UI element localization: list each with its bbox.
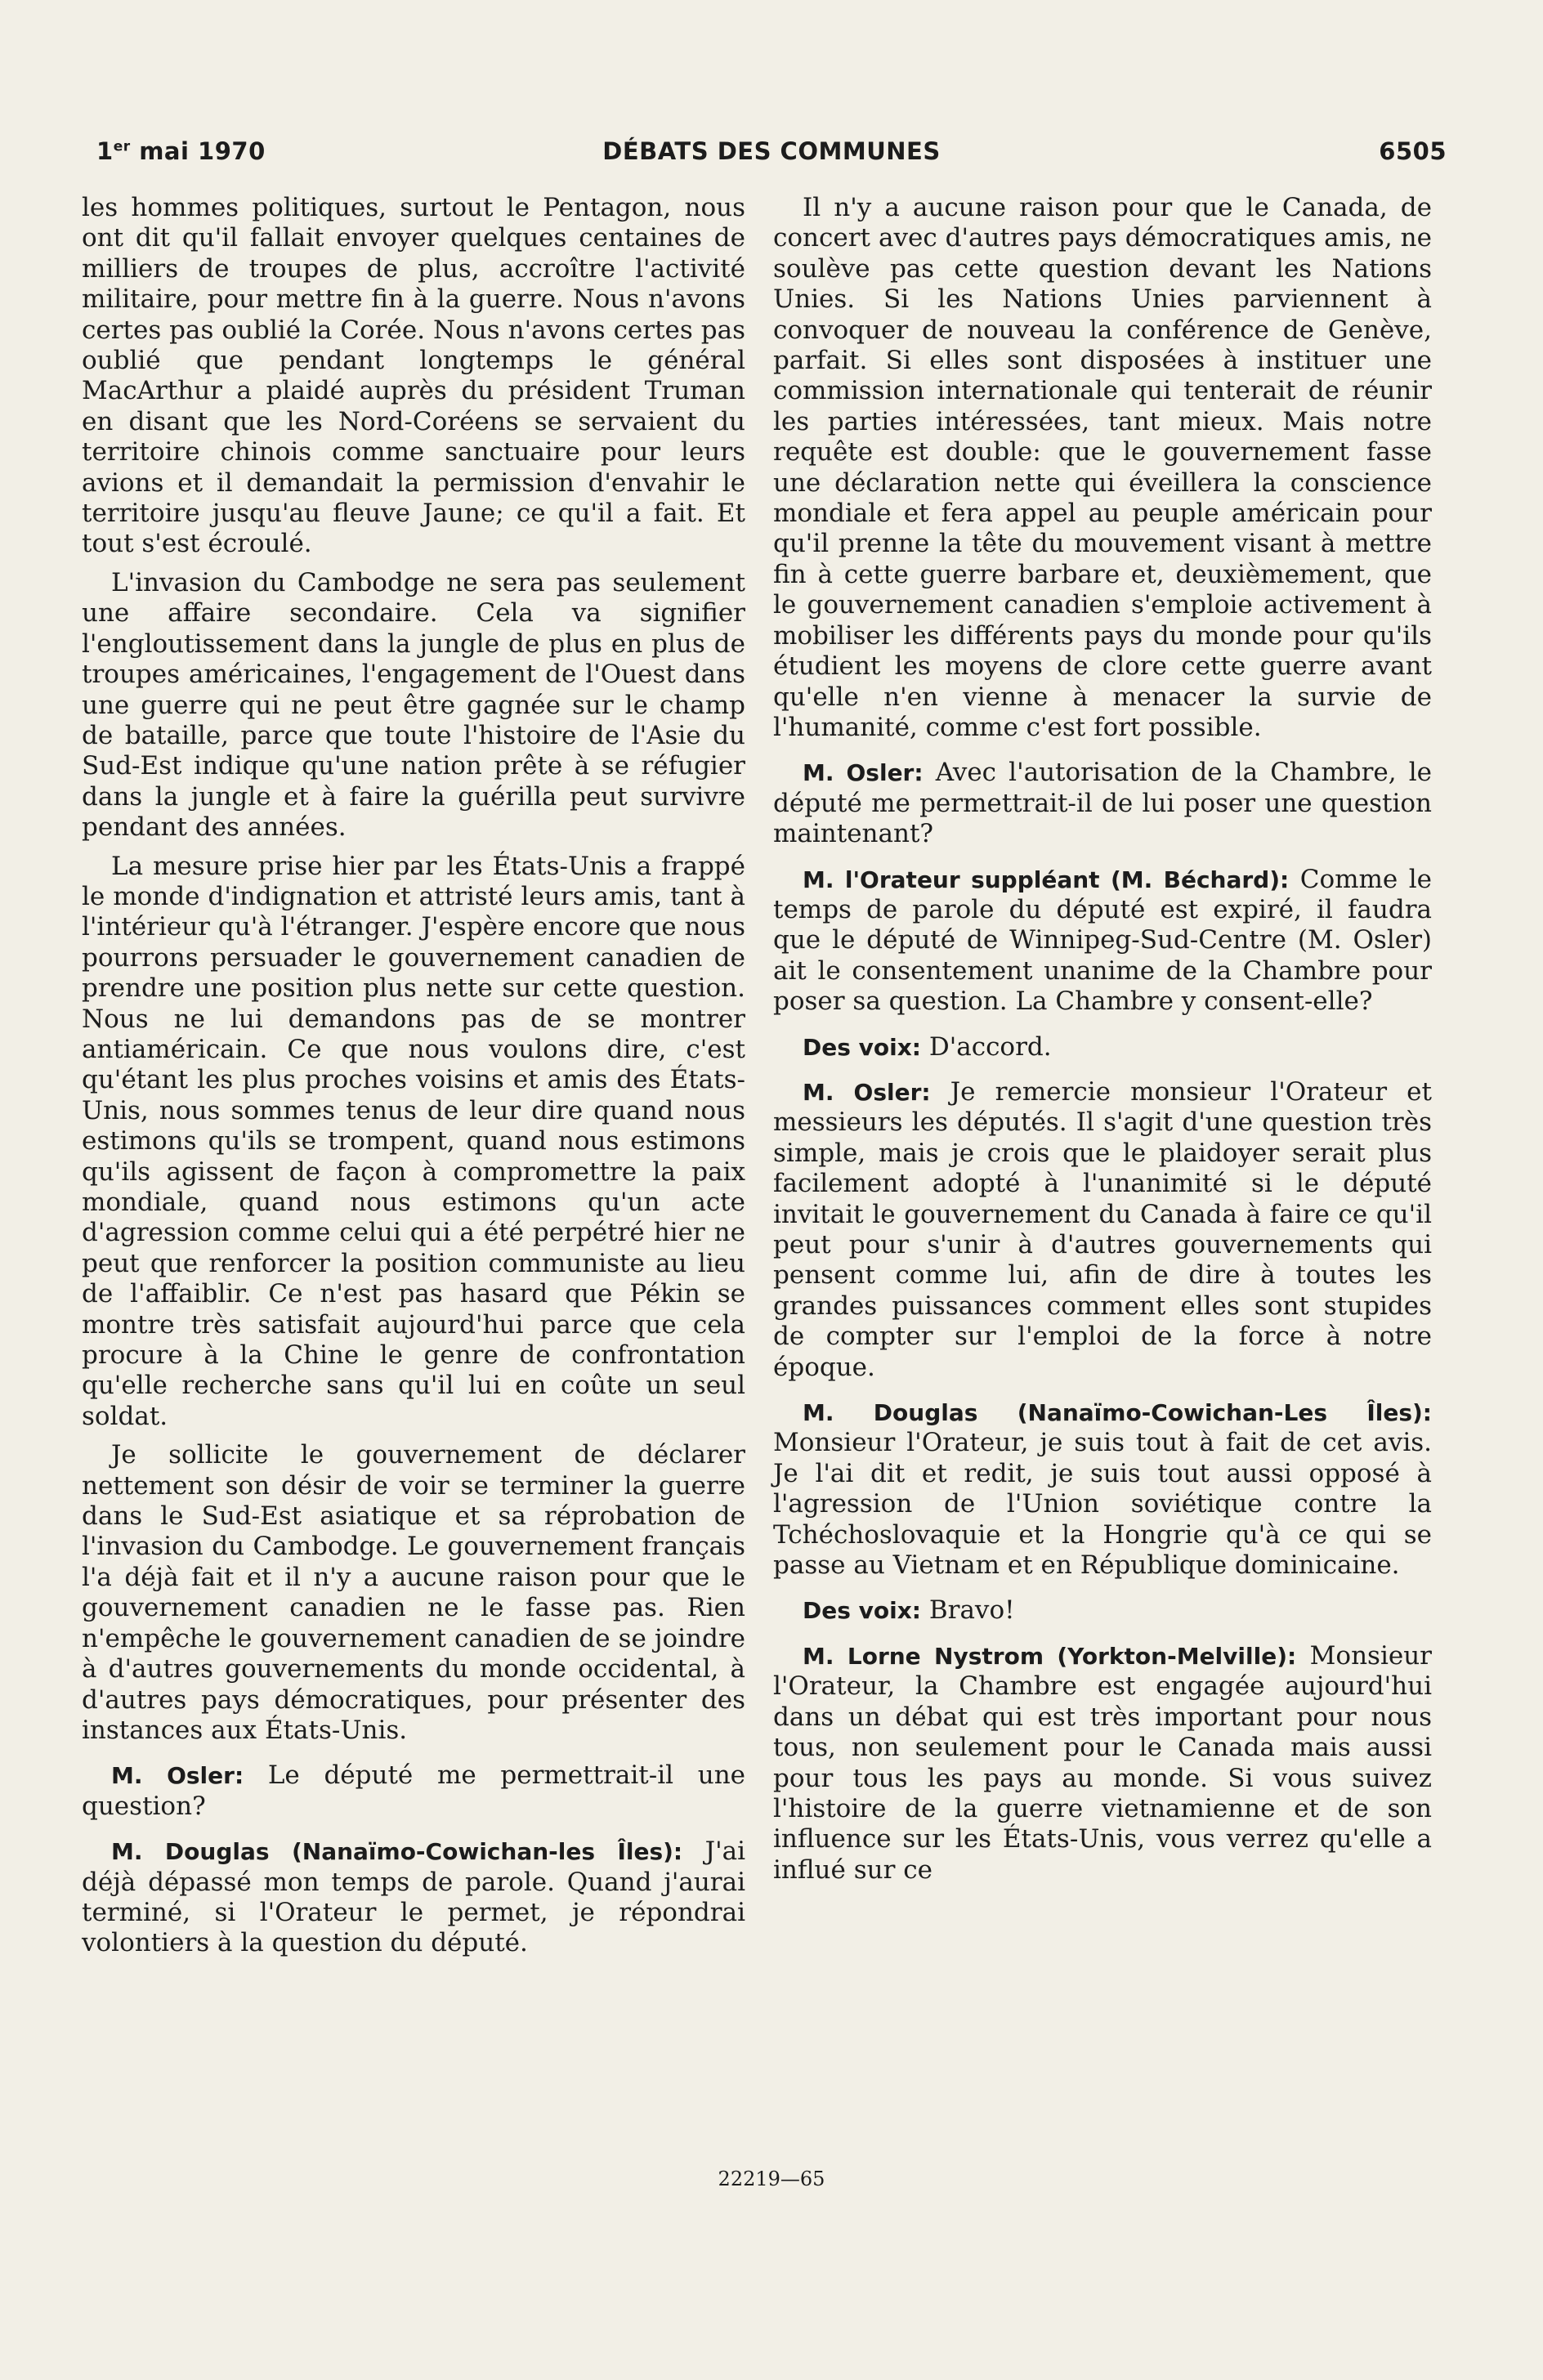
speaker-name: M. Douglas (Nanaïmo-Cowichan-Les Îles): (803, 1399, 1432, 1427)
page-header (96, 134, 1447, 170)
speech-text: D'accord. (921, 1031, 1052, 1062)
date-superscript: er (113, 138, 131, 155)
speaker-name: M. Osler: (803, 759, 924, 787)
speaker-name: M. Osler: (803, 1078, 931, 1106)
speaker-name: M. Lorne Nystrom (Yorkton-Melville): (803, 1642, 1297, 1670)
page-footer-code: 22219—65 (718, 2168, 825, 2190)
paragraph: L'invasion du Cambodge ne sera pas seulement une affaire secondaire. Cela va signifier l'engloutissement dans la jungle de plus en plus de troupes américaines, l'engagement de l'Ouest dans une guerre qui ne peut être gagnée sur le champ de bataille, parce que toute l'histoire de l'Asie du Sud-Est indique qu'une nation prête à se réfugier dans la jungle et à faire la guérilla peut survivre pendant des années. (82, 567, 745, 843)
paragraph: Il n'y a aucune raison pour que le Canada, de concert avec d'autres pays démocratiques amis, ne soulève pas cette question devant les Nations Unies. Si les Nations Unies parviennent à convoquer de nouveau la conférence de Genève, parfait. Si elles sont disposées à instituer une commission internationale qui tenterait de réunir les parties intéressées, tant mieux. Mais notre requête est double: que le gouvernement fasse une déclaration nette qui éveillera la conscience mondiale et fera appel au peuple américain pour qu'il prenne la tête du mouvement visant à mettre fin à cette guerre barbare et, deuxièmement, que le gouvernement canadien s'emploie activement à mobiliser les différents pays du monde pour qu'ils étudient les moyens de clore cette guerre avant qu'elle n'en vienne à menacer la survie de l'humanité, comme c'est fort possible. (773, 193, 1432, 742)
speaker-name: M. Osler: (111, 1762, 244, 1790)
speaker-name: Des voix: (803, 1597, 921, 1625)
speech-block (773, 1641, 1432, 1886)
speech-text: Le député me permettrait-il une question? (82, 1760, 745, 1821)
speech-block (773, 1077, 1432, 1383)
speech-text: J'ai déjà dépassé mon temps de parole. Quand j'aurai terminé, si l'Orateur le permet, je répondrai volontiers à la question du député. (82, 1836, 746, 1958)
speech-text: Monsieur l'Orateur, je suis tout à fait de cet avis. Je l'ai dit et redit, je suis tout aussi opposé à l'agression de l'Union soviétique contre la Tchéchoslovaquie et la Hongrie qu'à ce qui se passe au Vietnam et en République dominicaine. (773, 1428, 1432, 1581)
speech-block (773, 1398, 1432, 1581)
page-number: 6505 (1379, 137, 1447, 165)
paragraph: les hommes politiques, surtout le Pentagon, nous ont dit qu'il fallait envoyer quelques centaines de milliers de troupes de plus, accroître l'activité militaire, pour mettre fin à la guerre. Nous n'avons certes pas oublié la Corée. Nous n'avons certes pas oublié que pendant longtemps le général MacArthur a plaidé auprès du président Truman en disant que les Nord-Coréens se servaient du territoire chinois comme sanctuaire pour leurs avions et il demandait la permission d'envahir le territoire jusqu'au fleuve Jaune; ce qu'il a fait. Et tout s'est écroulé. (82, 193, 745, 559)
date-day: 1 (96, 137, 114, 165)
speaker-name: Des voix: (803, 1033, 921, 1061)
speech-text: Comme le temps de parole du député est expiré, il faudra que le député de Winnipeg-Sud-Centre (M. Osler) ait le consentement unanime de la Chambre pour poser sa question. La Chambre y consent-elle? (773, 864, 1432, 1017)
speech-text: Avec l'autorisation de la Chambre, le député me permettrait-il de lui poser une question maintenant? (773, 758, 1432, 849)
voices-block (773, 1595, 1432, 1626)
header-title: DÉBATS DES COMMUNES (602, 137, 941, 165)
paragraph: La mesure prise hier par les États-Unis a frappé le monde d'indignation et attristé leurs amis, tant à l'intérieur qu'à l'étranger. J'espère encore que nous pourrons persuader le gouvernement canadien de prendre une position plus nette sur cette question. Nous ne lui demandons pas de se montrer antiaméricain. Ce que nous voulons dire, c'est qu'étant les plus proches voisins et amis des États-Unis, nous sommes tenus de leur dire quand nous estimons qu'ils se trompent, quand nous estimons qu'ils agissent de façon à compromettre la paix mondiale, quand nous estimons qu'un acte d'agression comme celui qui a été perpétré hier ne peut que renforcer la position communiste au lieu de l'affaiblir. Ce n'est pas hasard que Pékin se montre très satisfait aujourd'hui parce que cela procure à la Chine le genre de confrontation qu'elle recherche sans qu'il lui en coûte un seul soldat. (82, 851, 745, 1431)
speaker-name: M. l'Orateur suppléant (M. Béchard): (803, 866, 1290, 893)
speech-block (82, 1836, 745, 1959)
voices-block (773, 1032, 1432, 1062)
speech-text: Je remercie monsieur l'Orateur et messieurs les députés. Il s'agit d'une question très simple, mais je crois que le plaidoyer serait plus facilement adopté à l'unanimité si le député invitait le gouvernement du Canada à faire ce qu'il peut pour s'unir à d'autres gouvernements qui pensent comme lui, afin de dire à toutes les grandes puissances comment elles sont stupides de compter sur l'emploi de la force à notre époque. (773, 1076, 1432, 1382)
speech-block (773, 865, 1432, 1018)
speech-text: Monsieur l'Orateur, la Chambre est engagée aujourd'hui dans un débat qui est très important pour nous tous, non seulement pour le Canada mais aussi pour tous les pays au monde. Si vous suivez l'histoire de la guerre vietnamienne et de son influence sur les États-Unis, vous verrez qu'elle a influé sur ce (773, 1640, 1432, 1885)
right-column (773, 193, 1432, 1894)
left-column (82, 193, 745, 1967)
speech-block (82, 1760, 745, 1822)
speech-text: Bravo! (921, 1595, 1015, 1626)
date-rest: mai 1970 (130, 137, 266, 165)
speech-block (773, 758, 1432, 849)
paragraph: Je sollicite le gouvernement de déclarer nettement son désir de voir se terminer la guerre dans le Sud-Est asiatique et sa réprobation de l'invasion du Cambodge. Le gouvernement français l'a déjà fait et il n'y a aucune raison pour que le gouvernement canadien ne le fasse pas. Rien n'empêche le gouvernement canadien de se joindre à d'autres gouvernements du monde occidental, à d'autres pays démocratiques, pour présenter des instances aux États-Unis. (82, 1440, 745, 1745)
speaker-name: M. Douglas (Nanaïmo-Cowichan-les Îles): (111, 1838, 683, 1866)
